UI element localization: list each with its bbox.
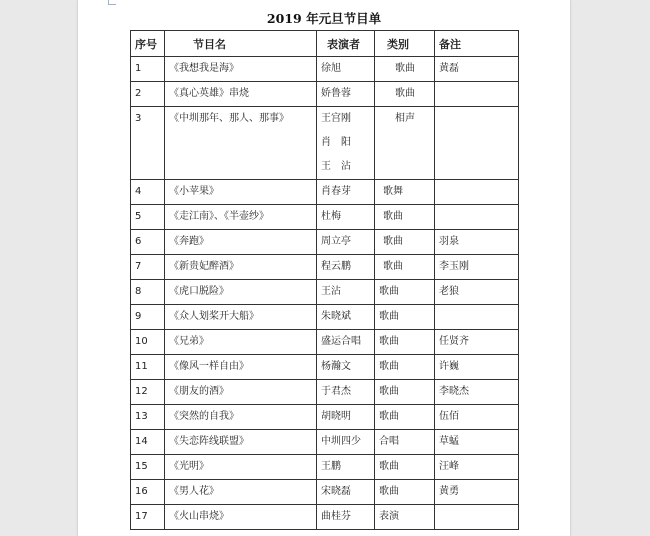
row-type: 歌曲: [375, 230, 435, 255]
row-number: 16: [131, 480, 165, 505]
table-row: [131, 505, 519, 530]
table-row: [131, 405, 519, 430]
row-program: 《突然的自我》: [165, 405, 317, 430]
row-program: 《失恋阵线联盟》: [165, 430, 317, 455]
performer-name: 杜梅: [321, 211, 341, 222]
row-note: 汪峰: [435, 455, 519, 480]
performer-name: 王 沾: [321, 161, 351, 172]
document-title: 2019 年元旦节目单: [266, 11, 382, 26]
header-performer: 表演者: [317, 31, 375, 57]
program-table: [130, 30, 519, 530]
header-type: 类别: [375, 31, 435, 57]
row-type: 歌曲: [375, 57, 435, 82]
row-number: 14: [131, 430, 165, 455]
row-note: 许巍: [435, 355, 519, 380]
row-program: 《众人划桨开大船》: [165, 305, 317, 330]
row-note: [435, 205, 519, 230]
table-row: [131, 205, 519, 230]
row-program: 《光明》: [165, 455, 317, 480]
row-program: 《男人花》: [165, 480, 317, 505]
row-type: 歌曲: [375, 205, 435, 230]
row-performers: [317, 305, 375, 330]
row-note: [435, 180, 519, 205]
row-performers: [317, 180, 375, 205]
row-number: 4: [131, 180, 165, 205]
row-type: 歌曲: [375, 280, 435, 305]
row-program: 《朋友的酒》: [165, 380, 317, 405]
performer-name: 杨瀚文: [321, 361, 351, 372]
row-program: 《我想我是海》: [165, 57, 317, 82]
table-row: [131, 82, 519, 107]
table-body: [131, 57, 519, 530]
row-type: 歌曲: [375, 82, 435, 107]
row-performers: [317, 280, 375, 305]
row-number: 8: [131, 280, 165, 305]
row-performers: [317, 205, 375, 230]
performer-name: 王宫刚: [321, 113, 351, 124]
performer-name: 曲桂芬: [321, 511, 351, 522]
row-performers: [317, 57, 375, 82]
row-type: 歌曲: [375, 405, 435, 430]
row-performers: [317, 330, 375, 355]
row-performers: [317, 455, 375, 480]
row-type: 合唱: [375, 430, 435, 455]
row-note: 李晓杰: [435, 380, 519, 405]
performer-name: 中圳四少: [321, 436, 361, 447]
row-type: 表演: [375, 505, 435, 530]
row-performers: [317, 230, 375, 255]
row-type: 歌曲: [375, 305, 435, 330]
row-number: 5: [131, 205, 165, 230]
row-type: 歌曲: [375, 330, 435, 355]
row-number: 1: [131, 57, 165, 82]
header-number: 序号: [131, 31, 165, 57]
row-performers: [317, 505, 375, 530]
row-performers: [317, 380, 375, 405]
performer-name: 朱晓斌: [321, 311, 351, 322]
row-note: 伍佰: [435, 405, 519, 430]
table-row: [131, 107, 519, 180]
row-note: [435, 305, 519, 330]
row-performers: [317, 405, 375, 430]
table-row: [131, 305, 519, 330]
table-row: [131, 180, 519, 205]
row-type: 歌曲: [375, 380, 435, 405]
row-program: 《火山串烧》: [165, 505, 317, 530]
table-row: [131, 280, 519, 305]
row-type: 歌曲: [375, 255, 435, 280]
row-program: 《真心英雄》串烧: [165, 82, 317, 107]
row-type: 歌曲: [375, 355, 435, 380]
row-type: 歌曲: [375, 455, 435, 480]
row-performers: [317, 430, 375, 455]
document-page: [78, 0, 570, 536]
row-number: 15: [131, 455, 165, 480]
row-program: 《奔跑》: [165, 230, 317, 255]
margin-corner-mark: [108, 0, 116, 5]
row-number: 12: [131, 380, 165, 405]
row-number: 2: [131, 82, 165, 107]
row-type: 歌曲: [375, 480, 435, 505]
row-note: 黄勇: [435, 480, 519, 505]
row-type: 相声: [375, 107, 435, 180]
row-number: 7: [131, 255, 165, 280]
row-note: 黄磊: [435, 57, 519, 82]
performer-name: 王沾: [321, 286, 341, 297]
row-number: 11: [131, 355, 165, 380]
row-number: 13: [131, 405, 165, 430]
row-number: 10: [131, 330, 165, 355]
performer-name: 王鹏: [321, 461, 341, 472]
row-note: [435, 82, 519, 107]
row-number: 9: [131, 305, 165, 330]
row-note: 羽泉: [435, 230, 519, 255]
table-row: [131, 430, 519, 455]
performer-name: 宋晓磊: [321, 486, 351, 497]
header-program: 节目名: [165, 31, 317, 57]
table-row: [131, 255, 519, 280]
header-note: 备注: [435, 31, 519, 57]
table-row: [131, 57, 519, 82]
row-note: 草蜢: [435, 430, 519, 455]
table-row: [131, 480, 519, 505]
row-performers: [317, 107, 375, 180]
row-number: 6: [131, 230, 165, 255]
performer-name: 胡晓明: [321, 411, 351, 422]
performer-name: 于君杰: [321, 386, 351, 397]
performer-name: 徐旭: [321, 63, 341, 74]
row-number: 3: [131, 107, 165, 180]
performer-name: 盛运合唱: [321, 336, 361, 347]
row-note: 任贤齐: [435, 330, 519, 355]
table-row: [131, 330, 519, 355]
table-row: [131, 355, 519, 380]
row-program: 《中圳那年、那人、那事》: [165, 107, 317, 180]
row-type: 歌舞: [375, 180, 435, 205]
row-note: [435, 505, 519, 530]
table-row: [131, 380, 519, 405]
row-note: 李玉刚: [435, 255, 519, 280]
table-header-row: [131, 31, 519, 57]
row-performers: [317, 255, 375, 280]
row-number: 17: [131, 505, 165, 530]
performer-name: 程云鹏: [321, 261, 351, 272]
row-program: 《走江南》、《半壶纱》: [165, 205, 317, 230]
row-program: 《像风一样自由》: [165, 355, 317, 380]
row-program: 《新贵妃醉酒》: [165, 255, 317, 280]
table-row: [131, 455, 519, 480]
table-row: [131, 230, 519, 255]
row-performers: [317, 82, 375, 107]
performer-name: 肖 阳: [321, 137, 351, 148]
performer-name: 肖春芽: [321, 186, 351, 197]
row-note: [435, 107, 519, 180]
performer-name: 周立亭: [321, 236, 351, 247]
performer-name: 娇鲁蓉: [321, 88, 351, 99]
row-note: 老狼: [435, 280, 519, 305]
row-performers: [317, 355, 375, 380]
row-performers: [317, 480, 375, 505]
row-program: 《兄弟》: [165, 330, 317, 355]
row-program: 《虎口脱险》: [165, 280, 317, 305]
row-program: 《小苹果》: [165, 180, 317, 205]
